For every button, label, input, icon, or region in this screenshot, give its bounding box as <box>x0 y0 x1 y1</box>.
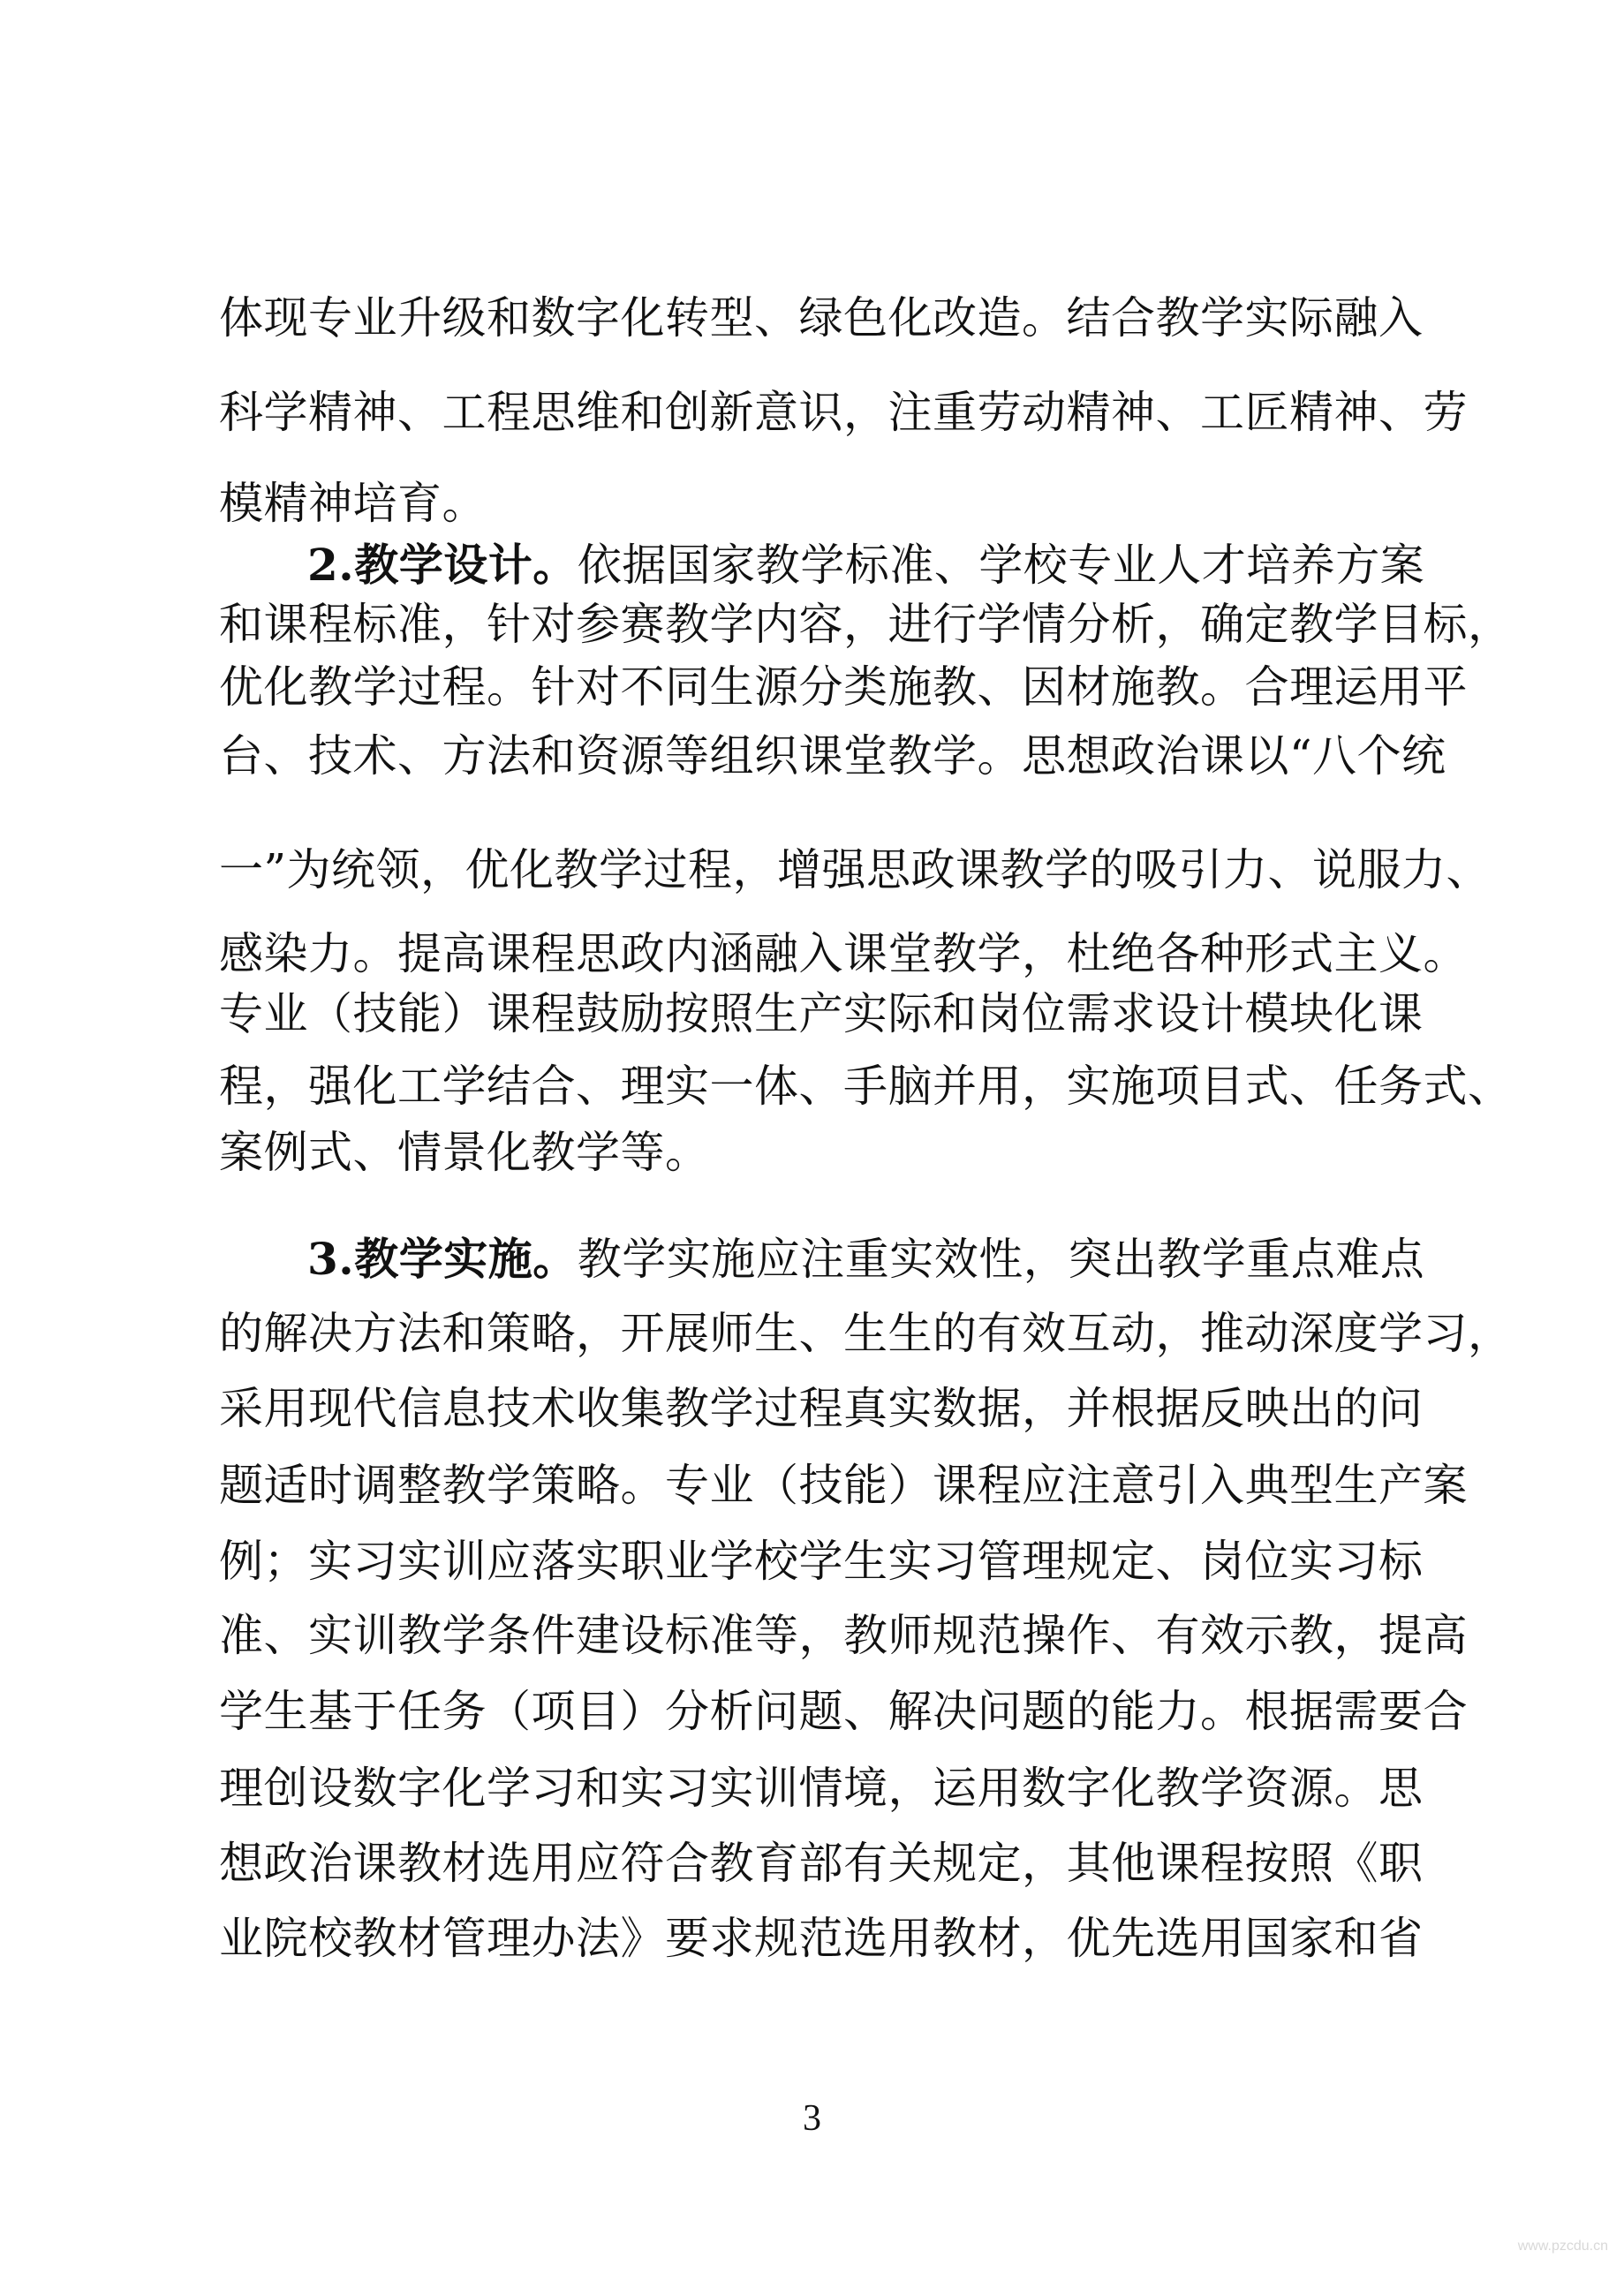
watermark-text: www.pzcdu.cn <box>1517 2239 1608 2254</box>
paragraph-1-line-3: 模精神培育。 <box>219 478 487 529</box>
paragraph-2-line-3: 优化教学过程。针对不同生源分类施教、因材施教。合理运用平 <box>219 661 1468 713</box>
paragraph-3-line-3: 采用现代信息技术收集教学过程真实数据，并根据反映出的问 <box>219 1383 1424 1434</box>
paragraph-3-line-5: 例；实习实训应落实职业学校学生实习管理规定、岗位实习标 <box>219 1536 1424 1587</box>
paragraph-3-line-8: 理创设数字化学习和实习实训情境，运用数字化教学资源。思 <box>219 1763 1424 1814</box>
paragraph-2-line-8: 程，强化工学结合、理实一体、手脑并用，实施项目式、任务式、 <box>219 1061 1513 1112</box>
paragraph-2-line-2: 和课程标准，针对参赛教学内容，进行学情分析，确定教学目标， <box>219 599 1513 650</box>
paragraph-2-line-5: 一”为统领，优化教学过程，增强思政课教学的吸引力、说服力、 <box>219 844 1492 895</box>
paragraph-2-line-1-text: 依据国家教学标准、学校专业人才培养方案 <box>577 540 1425 591</box>
paragraph-2-line-9: 案例式、情景化教学等。 <box>219 1127 710 1178</box>
page-number: 3 <box>803 2098 821 2139</box>
paragraph-2-line-6: 感染力。提高课程思政内涵融入课堂教学，杜绝各种形式主义。 <box>219 928 1468 979</box>
paragraph-2-line-4: 台、技术、方法和资源等组织课堂教学。思想政治课以“八个统 <box>219 730 1446 782</box>
section-heading-teaching-implementation: 3.教学实施。 <box>307 1233 578 1285</box>
paragraph-2-line-7: 专业（技能）课程鼓励按照生产实际和岗位需求设计模块化课 <box>219 988 1424 1039</box>
paragraph-3-line-10: 业院校教材管理办法》要求规范选用教材，优先选用国家和省 <box>219 1913 1424 1964</box>
section-heading-teaching-design: 2.教学设计。 <box>307 539 578 591</box>
paragraph-3-line-9: 想政治课教材选用应符合教育部有关规定，其他课程按照《职 <box>219 1838 1424 1889</box>
paragraph-1-line-1: 体现专业升级和数字化转型、绿色化改造。结合教学实际融入 <box>219 292 1424 344</box>
paragraph-1-line-2: 科学精神、工程思维和创新意识，注重劳动精神、工匠精神、劳 <box>219 387 1468 438</box>
paragraph-3-line-7: 学生基于任务（项目）分析问题、解决问题的能力。根据需要合 <box>219 1686 1468 1737</box>
paragraph-3-line-2: 的解决方法和策略，开展师生、生生的有效互动，推动深度学习， <box>219 1308 1513 1359</box>
paragraph-3-line-1 <box>307 1233 1425 1286</box>
paragraph-3-line-4: 题适时调整教学策略。专业（技能）课程应注意引入典型生产案 <box>219 1460 1468 1511</box>
paragraph-3-line-1-text: 教学实施应注重实效性，突出教学重点难点 <box>577 1234 1425 1285</box>
paragraph-2-line-1 <box>307 539 1425 592</box>
paragraph-3-line-6: 准、实训教学条件建设标准等，教师规范操作、有效示教，提高 <box>219 1610 1468 1661</box>
